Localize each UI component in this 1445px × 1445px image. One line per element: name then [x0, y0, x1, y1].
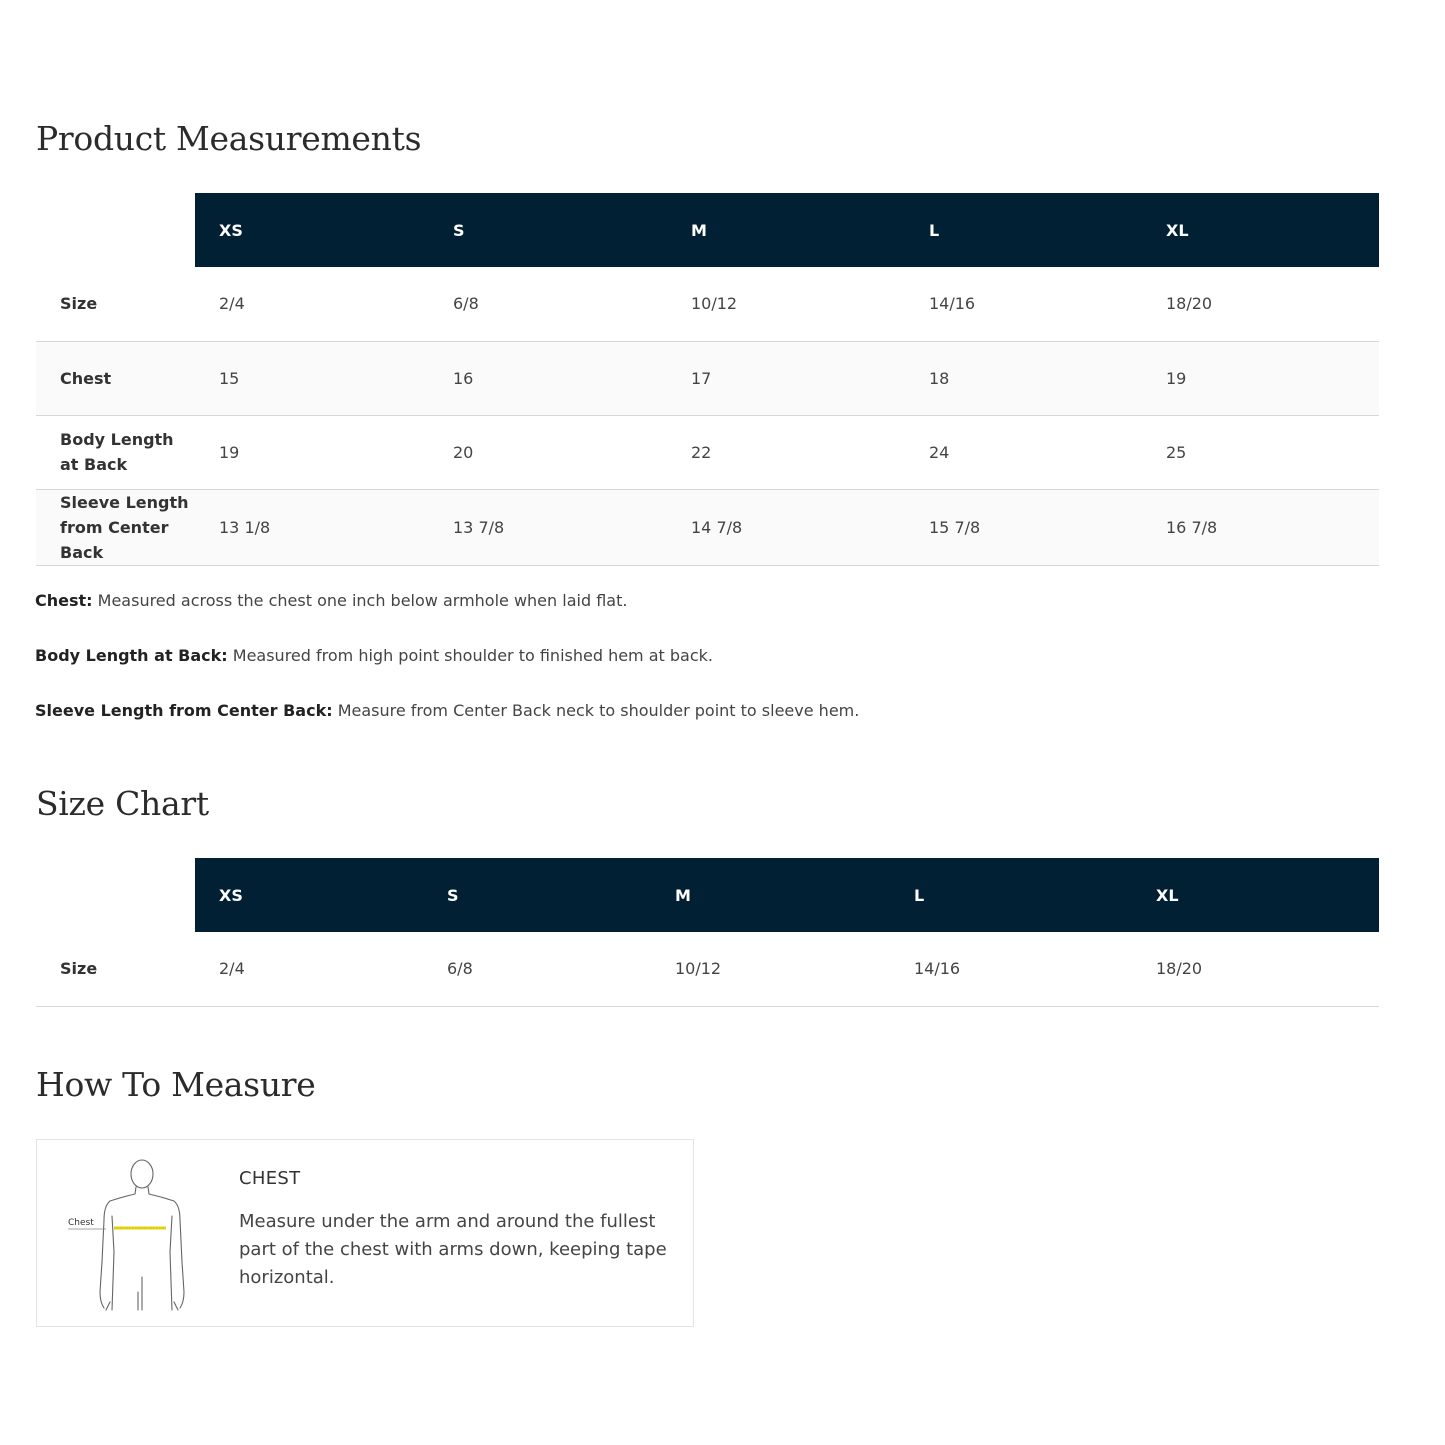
header-size-m: M [667, 193, 905, 267]
table-cell: 18/20 [1132, 932, 1379, 1006]
table-cell: 24 [905, 415, 1142, 489]
header-size-xl: XL [1132, 858, 1379, 932]
table-cell: 16 7/8 [1142, 489, 1379, 565]
table-cell: 18/20 [1142, 267, 1379, 341]
table-cell: 13 7/8 [429, 489, 667, 565]
header-corner-cell [36, 193, 195, 267]
table-cell: 17 [667, 341, 905, 415]
table-cell: 14/16 [905, 267, 1142, 341]
product-measurements-heading: Product Measurements [36, 119, 422, 158]
size-chart-heading: Size Chart [36, 784, 209, 823]
product-measurements-table [36, 193, 1379, 566]
measurement-notes [35, 590, 1035, 755]
header-size-m: M [651, 858, 890, 932]
header-size-s: S [423, 858, 651, 932]
table-cell: 22 [667, 415, 905, 489]
table-cell: 25 [1142, 415, 1379, 489]
table-header-row [36, 858, 1379, 932]
row-label-chest: Chest [36, 341, 195, 415]
note-term: Body Length at Back: [35, 646, 228, 665]
table-row [36, 932, 1379, 1006]
header-size-l: L [890, 858, 1132, 932]
table-cell: 10/12 [667, 267, 905, 341]
table-row [36, 341, 1379, 415]
note-term: Chest: [35, 591, 93, 610]
size-chart-table [36, 858, 1379, 1007]
note-text: Measured from high point shoulder to finished hem at back. [227, 646, 713, 665]
table-cell: 15 [195, 341, 429, 415]
header-size-xs: XS [195, 193, 429, 267]
table-cell: 2/4 [195, 267, 429, 341]
table-cell: 19 [195, 415, 429, 489]
table-cell: 6/8 [423, 932, 651, 1006]
body-outline-figure [62, 1152, 222, 1317]
note-body-length [35, 645, 1035, 667]
table-cell: 20 [429, 415, 667, 489]
note-term: Sleeve Length from Center Back: [35, 701, 333, 720]
note-chest [35, 590, 1035, 612]
table-cell: 13 1/8 [195, 489, 429, 565]
note-text: Measure from Center Back neck to shoulder point to sleeve hem. [332, 701, 860, 720]
note-text: Measured across the chest one inch below armhole when laid flat. [92, 591, 628, 610]
row-label-size: Size [36, 932, 195, 1006]
table-cell: 14 7/8 [667, 489, 905, 565]
how-to-measure-heading: How To Measure [36, 1065, 316, 1104]
table-cell: 10/12 [651, 932, 890, 1006]
table-cell: 16 [429, 341, 667, 415]
note-sleeve-length [35, 700, 1035, 722]
table-row [36, 489, 1379, 565]
row-label-size: Size [36, 267, 195, 341]
table-cell: 19 [1142, 341, 1379, 415]
header-size-l: L [905, 193, 1142, 267]
table-cell: 6/8 [429, 267, 667, 341]
table-cell: 18 [905, 341, 1142, 415]
card-description: Measure under the arm and around the fullest part of the chest with arms down, keeping tape horizontal. [239, 1211, 667, 1288]
table-cell: 15 7/8 [905, 489, 1142, 565]
table-cell: 14/16 [890, 932, 1132, 1006]
table-row [36, 415, 1379, 489]
header-size-xl: XL [1142, 193, 1379, 267]
table-row [36, 267, 1379, 341]
row-label-body-length: Body Length at Back [36, 415, 195, 489]
card-title: CHEST [239, 1168, 301, 1189]
chest-measure-card [36, 1139, 694, 1327]
row-label-sleeve-length: Sleeve Length from Center Back [36, 489, 195, 565]
header-corner-cell [36, 858, 195, 932]
figure-chest-label: Chest [68, 1218, 94, 1228]
header-size-s: S [429, 193, 667, 267]
table-cell: 2/4 [195, 932, 423, 1006]
table-header-row [36, 193, 1379, 267]
header-size-xs: XS [195, 858, 423, 932]
